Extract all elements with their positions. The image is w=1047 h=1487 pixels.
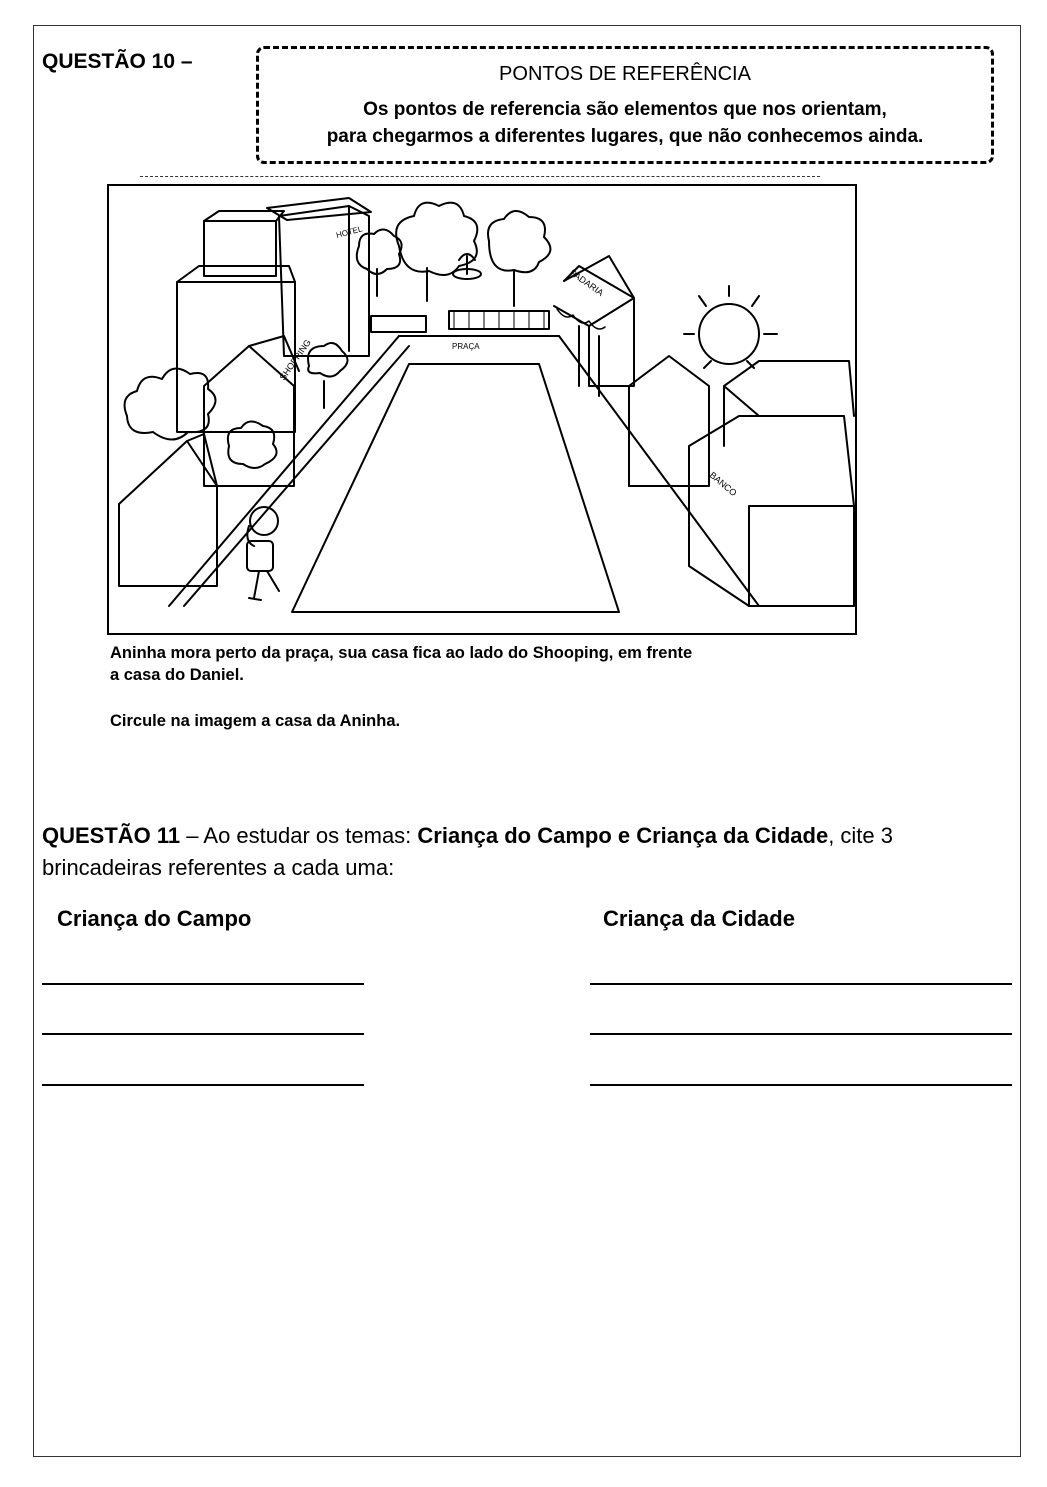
- question-10-instruction: Circule na imagem a casa da Aninha.: [110, 712, 401, 730]
- question-10-caption: [110, 642, 692, 686]
- column-heading-city: Criança da Cidade: [603, 906, 795, 931]
- girl-figure[interactable]: [250, 507, 278, 535]
- square-label: PRAÇA: [452, 342, 480, 351]
- answer-line-city-2[interactable]: [590, 1033, 1012, 1035]
- house-right-middle[interactable]: [629, 356, 709, 486]
- house-front-left[interactable]: [119, 441, 217, 586]
- house-mid-left[interactable]: [204, 346, 294, 486]
- shopping-label: SHOPPING: [277, 337, 313, 383]
- tree-icon: [488, 211, 550, 272]
- answer-line-city-3[interactable]: [590, 1084, 1012, 1086]
- reference-box-title: PONTOS DE REFERÊNCIA: [499, 63, 751, 85]
- tree-icon: [308, 343, 348, 377]
- bank-label: BANCO: [707, 469, 739, 499]
- column-heading-countryside: Criança do Campo: [57, 906, 252, 931]
- caption-line-2: a casa do Daniel.: [110, 666, 244, 684]
- reference-box-line-2: para chegarmos a diferentes lugares, que não conhecemos ainda.: [326, 126, 924, 147]
- answer-line-countryside-1[interactable]: [42, 983, 364, 985]
- reference-points-box: [256, 46, 994, 164]
- question-11-intro: – Ao estudar os temas:: [180, 823, 418, 848]
- question-11-label: QUESTÃO 11: [42, 823, 181, 848]
- reference-box-line-1: Os pontos de referencia são elementos que nos orientam,: [363, 99, 887, 120]
- question-11-prompt: [42, 820, 1017, 884]
- city-square-illustration[interactable]: [107, 184, 857, 635]
- caption-line-1: Aninha mora perto da praça, sua casa fica ao lado do Shooping, em frente: [110, 644, 693, 662]
- square-plaza[interactable]: [292, 364, 619, 612]
- bush-icon: [125, 369, 216, 440]
- question-10-label: QUESTÃO 10 –: [42, 50, 193, 73]
- bakery-label: PADARIA: [567, 267, 606, 298]
- answer-line-countryside-2[interactable]: [42, 1033, 364, 1035]
- dashed-divider: [140, 176, 820, 177]
- hotel-label: HOTEL: [335, 224, 364, 240]
- reference-box-text: [259, 96, 991, 150]
- tree-icon: [396, 203, 477, 275]
- bank-building[interactable]: [689, 416, 854, 606]
- answer-line-city-1[interactable]: [590, 983, 1012, 985]
- question-11-rest: , cite 3 brincadeiras referentes a cada uma:: [42, 823, 893, 880]
- answer-line-countryside-3[interactable]: [42, 1084, 364, 1086]
- sun-icon: [699, 304, 759, 364]
- question-11-themes: Criança do Campo e Criança da Cidade: [417, 823, 829, 848]
